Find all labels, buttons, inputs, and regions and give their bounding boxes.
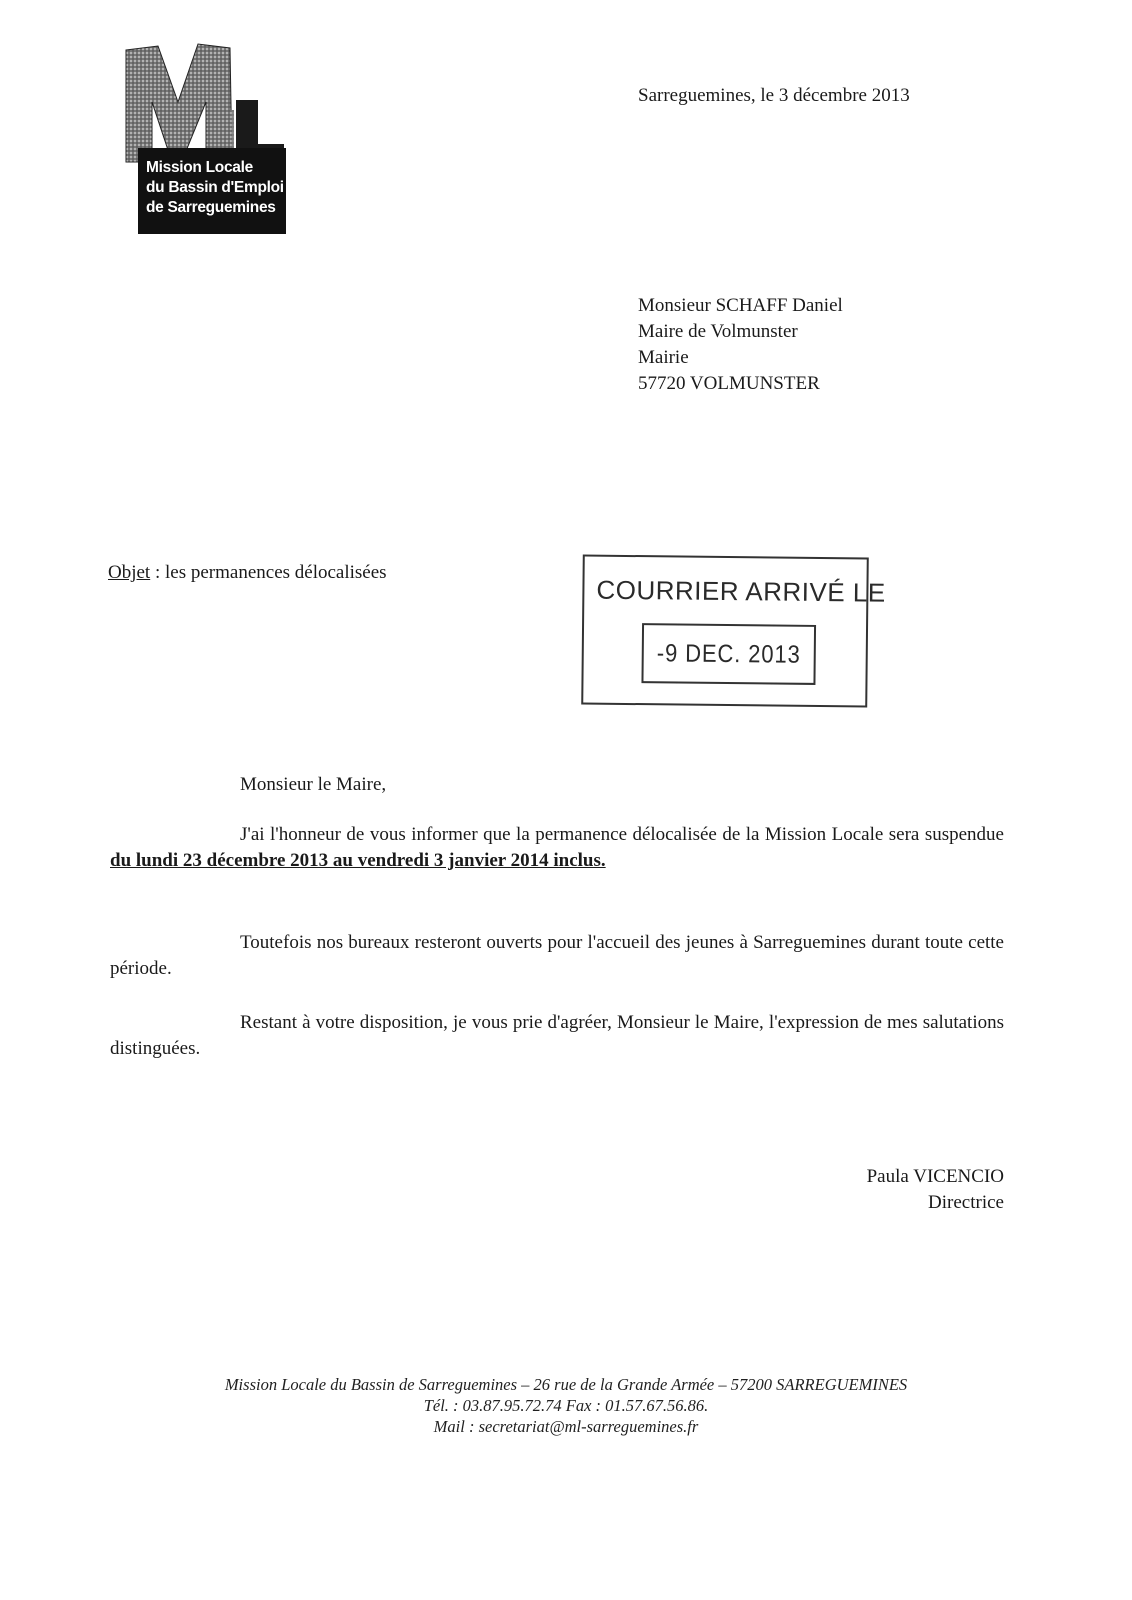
recipient-line: 57720 VOLMUNSTER — [638, 373, 820, 394]
paragraph-3-text: Restant à votre disposition, je vous prie d'agréer, Monsieur le Maire, l'expression de mes salutations distinguées. — [110, 1012, 1004, 1059]
subject-line — [108, 560, 387, 586]
salutation: Monsieur le Maire, — [240, 774, 387, 795]
recipient-line: Mairie — [638, 347, 689, 368]
paragraph-1-text: J'ai l'honneur de vous informer que la permanence délocalisée de la Mission Locale sera suspendue — [240, 824, 1004, 845]
subject-text: : les permanences délocalisées — [150, 562, 387, 583]
received-stamp — [581, 555, 886, 708]
letter-footer — [0, 1374, 1132, 1437]
logo-line: Mission Locale — [146, 159, 253, 176]
signatory-title: Directrice — [928, 1192, 1004, 1213]
paragraph-3 — [110, 1010, 1004, 1062]
logo-text-block — [138, 148, 286, 234]
logo-line: de Sarreguemines — [146, 199, 276, 216]
stamp-date-box — [641, 623, 816, 685]
paragraph-1 — [110, 822, 1004, 874]
recipient-line: Maire de Volmunster — [638, 321, 798, 342]
recipient-address — [638, 293, 843, 397]
recipient-line: Monsieur SCHAFF Daniel — [638, 295, 843, 316]
logo-line: du Bassin d'Emploi — [146, 179, 284, 196]
footer-address: Mission Locale du Bassin de Sarreguemines – 26 rue de la Grande Armée – 57200 SARREGUEMINES — [224, 1375, 908, 1394]
subject-label: Objet — [108, 562, 151, 583]
signatory-name: Paula VICENCIO — [866, 1166, 1004, 1187]
signature-block — [867, 1164, 1004, 1216]
footer-email: Mail : secretariat@ml-sarreguemines.fr — [433, 1417, 699, 1436]
suspension-period: du lundi 23 décembre 2013 au vendredi 3 janvier 2014 inclus. — [110, 850, 606, 871]
organization-logo — [118, 40, 288, 235]
footer-phone-fax: Tél. : 03.87.95.72.74 Fax : 01.57.67.56.86. — [423, 1396, 709, 1415]
paragraph-2 — [110, 930, 1004, 982]
stamp-title: COURRIER ARRIVÉ LE — [596, 574, 886, 608]
letter-date: Sarreguemines, le 3 décembre 2013 — [638, 85, 910, 106]
paragraph-2-text: Toutefois nos bureaux resteront ouverts pour l'accueil des jeunes à Sarreguemines durant toute cette période. — [110, 932, 1004, 979]
stamp-date: -9 DEC. 2013 — [656, 639, 801, 669]
